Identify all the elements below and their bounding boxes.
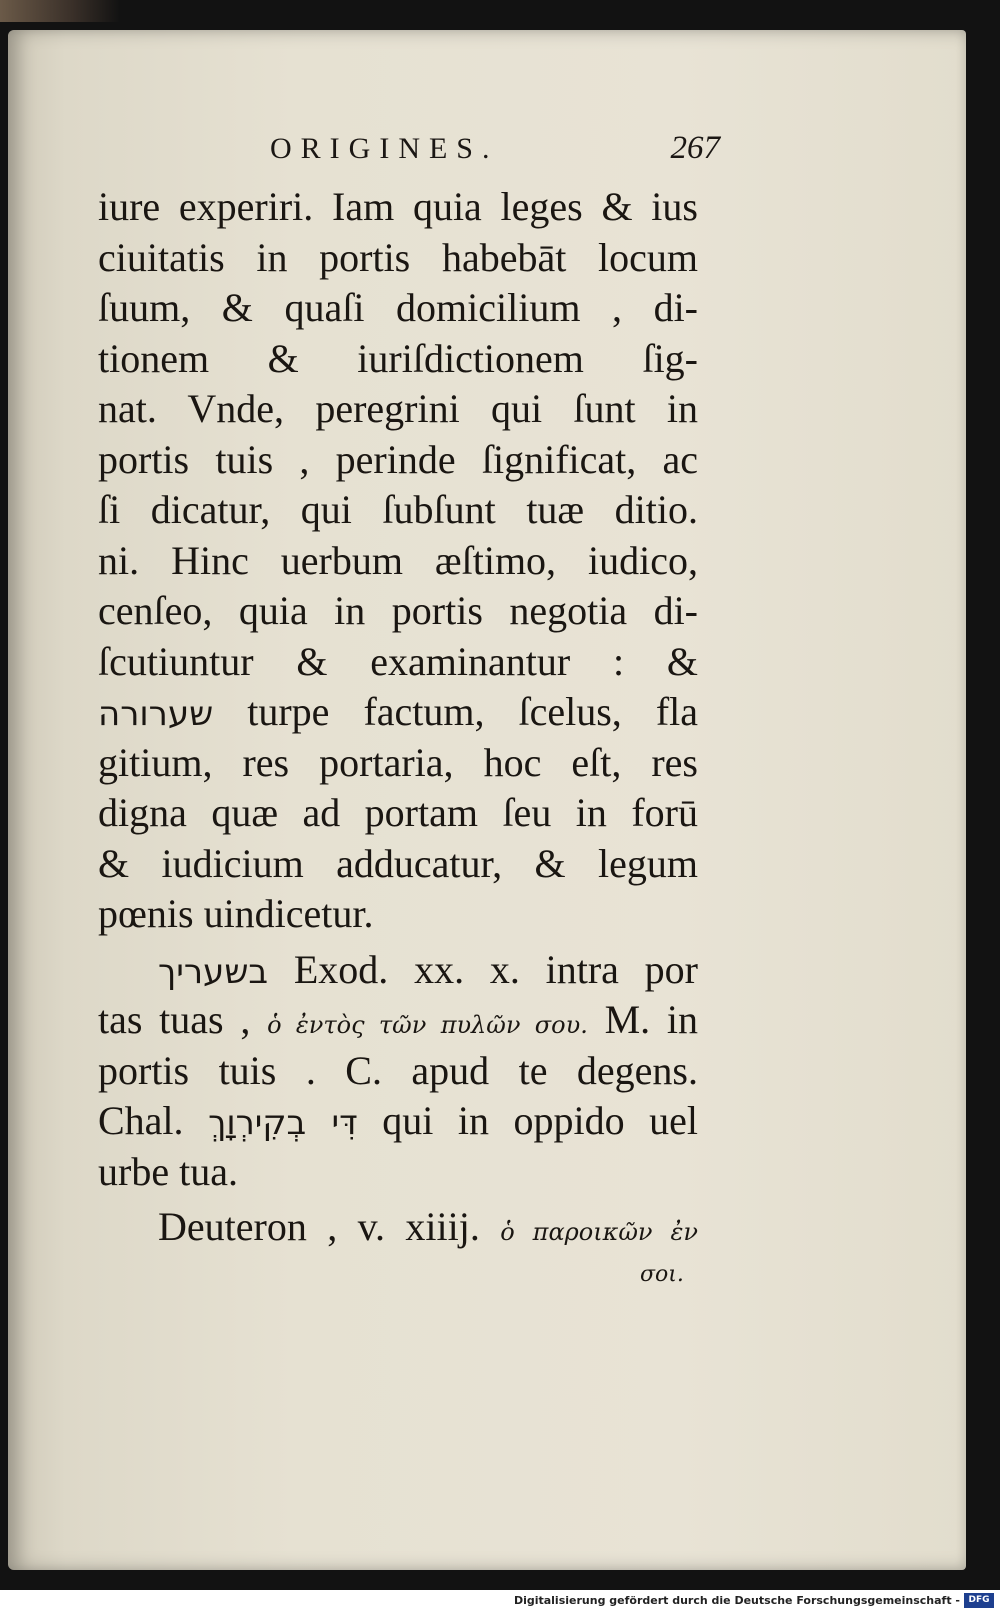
text-line: digna quæ ad portam ſeu in forū (98, 790, 698, 835)
running-head-title: ORIGINES. (270, 132, 499, 165)
catchword: σοι. (640, 1262, 684, 1287)
text-line: ſcutiuntur & examinantur : & (98, 638, 698, 684)
text-fragment: turpe factum, ſcelus, fla (247, 689, 699, 734)
text-line-greek (98, 995, 698, 1046)
text-fragment: Deuteron , v. xiiij. (158, 1204, 480, 1249)
text-line: gitium, res portaria, hoc eſt, res (98, 739, 698, 785)
hebrew-word: דִּי בְקִירְוָךְ (208, 1103, 358, 1143)
text-line: portis tuis . C. apud te degens. (98, 1047, 698, 1093)
text-line: iure experiri. Iam quia leges & ius (98, 184, 698, 229)
text-fragment: Chal. (98, 1098, 184, 1143)
running-head (270, 132, 720, 172)
text-fragment: tas tuas , (98, 997, 251, 1042)
text-fragment: Exod. xx. x. intra por (293, 946, 699, 992)
footer-credit: Digitalisierung gefördert durch die Deutsche Forschungsgemeinschaft - (513, 1594, 960, 1607)
book-edge (0, 0, 120, 22)
text-line: nat. Vnde, peregrini qui ſunt in (98, 386, 698, 431)
dfg-logo: DFG (964, 1593, 994, 1608)
text-fragment: M. in (604, 997, 698, 1042)
text-line-hebrew (98, 687, 698, 738)
text-line: & iudicium adducatur, & legum (98, 840, 698, 886)
text-line: urbe tua. (98, 1148, 238, 1194)
text-line: ſi dicatur, qui ſubſunt tuæ ditio. (98, 487, 698, 532)
text-line: tionem & iuriſdictionem ſig- (98, 335, 698, 381)
text-line: ni. Hinc uerbum æſtimo, iudico, (98, 537, 698, 583)
text-line-hebrew (98, 945, 698, 996)
greek-phrase: ὁ ἐντὸς τῶν πυλῶν σου. (267, 1011, 588, 1039)
text-line: ciuitatis in portis habebāt locum (98, 234, 698, 280)
text-line-hebrew (98, 1096, 698, 1147)
text-line: portis tuis , perinde ſignificat, ac (98, 436, 698, 482)
text-line-greek (98, 1202, 698, 1253)
hebrew-word: בשעריך (158, 951, 269, 992)
hebrew-word: שערורה (98, 694, 214, 734)
main-text (98, 182, 698, 1253)
text-fragment: qui in oppido uel (382, 1098, 699, 1143)
greek-phrase: ὁ παροικῶν ἐν (500, 1218, 699, 1246)
text-line: pœnis uindicetur. (98, 891, 374, 936)
text-line: cenſeo, quia in portis negotia di- (98, 588, 698, 633)
text-line: ſuum, & quaſi domicilium , di- (98, 285, 698, 330)
page-number: 267 (670, 130, 720, 166)
